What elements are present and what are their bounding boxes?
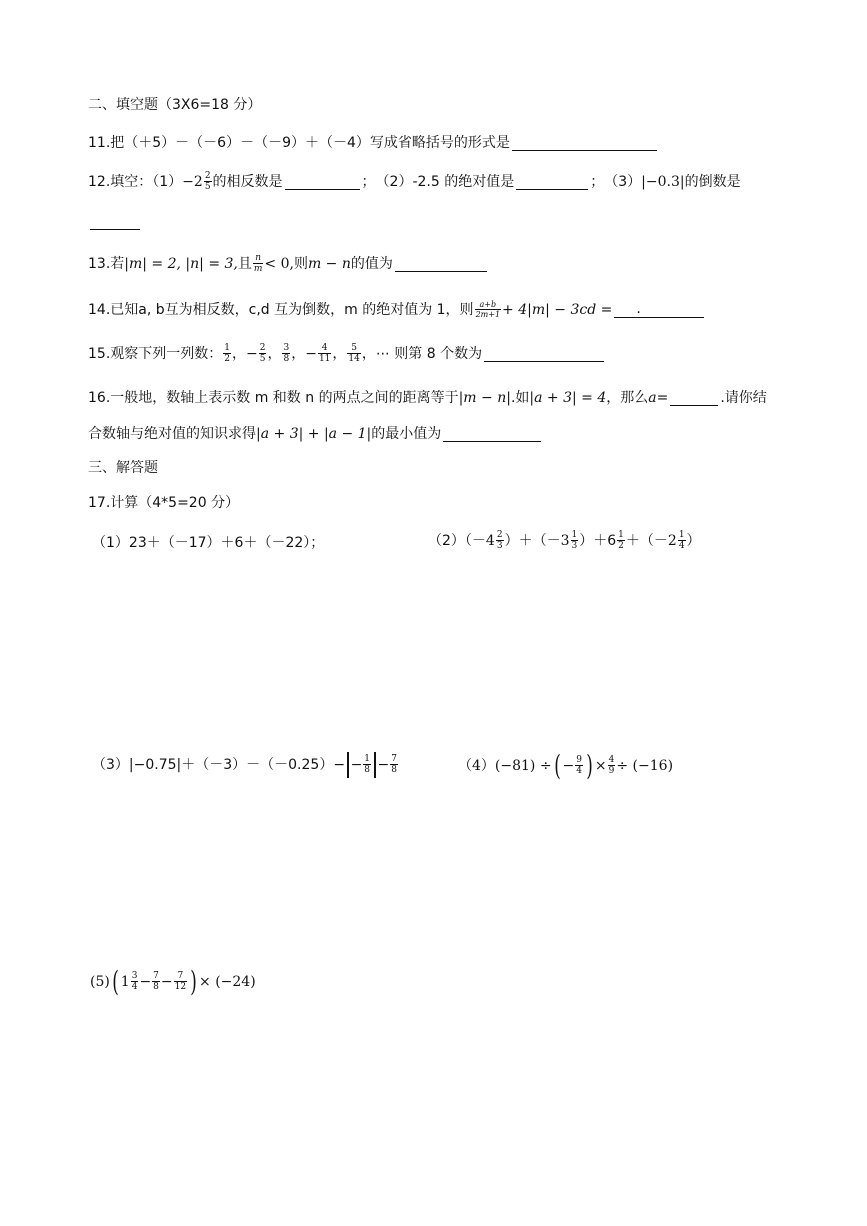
fraction-numerator: 2	[496, 530, 503, 540]
problem-17-3-expr: （3）|−0.75|＋（－3）－（－0.25）−	[92, 757, 346, 773]
fraction-denominator: 3	[496, 541, 503, 551]
question-11	[88, 133, 659, 153]
fraction-denominator: 4	[678, 541, 685, 551]
math-expr: × (−24)	[199, 974, 256, 990]
paren-left: (	[553, 749, 561, 782]
math-operator: =	[656, 390, 669, 406]
question-12-lead: 12.填空：（1）	[88, 174, 183, 190]
fraction	[204, 172, 212, 192]
fraction	[608, 756, 616, 776]
question-16-text: ，那么	[606, 390, 649, 406]
fraction-denominator: 2	[618, 541, 624, 551]
math-expr: ÷ (−16)	[616, 758, 674, 774]
math-expr: |−0.3|	[641, 174, 685, 190]
section-3-title	[88, 458, 158, 478]
math-expr: + 4|m| − 3cd =	[502, 302, 613, 318]
fraction	[131, 972, 139, 992]
term-sign: −	[246, 346, 258, 362]
answer-blank[interactable]	[484, 346, 604, 362]
fraction-numerator: 5	[351, 343, 357, 353]
math-expr: |m − n|	[458, 390, 511, 406]
mixed-number-whole: 1	[120, 974, 130, 990]
fraction-denominator: 14	[348, 354, 360, 364]
fraction-denominator: 3	[571, 541, 578, 551]
answer-blank[interactable]	[670, 390, 718, 406]
separator: ；	[590, 174, 605, 190]
fraction-numerator: n	[255, 253, 262, 263]
separator: ；	[361, 174, 376, 190]
math-expr: −2	[182, 174, 203, 190]
fraction-denominator: m	[253, 264, 263, 274]
question-11-text: 11.把（＋5）－（－6）－（－9）＋（－4）写成省略括号的形式是	[88, 135, 510, 151]
question-16-line-1	[88, 388, 767, 408]
question-16-text: .请你结	[720, 390, 767, 406]
fraction-denominator: 8	[153, 982, 159, 992]
question-12-part3-lead: （3）	[604, 174, 642, 190]
question-16-line-2	[88, 424, 543, 444]
fraction-denominator: 2	[224, 354, 230, 364]
fraction-numerator: 7	[177, 971, 184, 981]
fraction-numerator: 7	[153, 971, 159, 981]
section-3-title-text: 三、解答题	[88, 460, 158, 476]
question-13-text: 则	[293, 256, 308, 272]
fraction	[282, 344, 290, 364]
fraction	[571, 531, 579, 551]
answer-blank[interactable]	[395, 256, 487, 272]
math-expr: |a + 3| = 4	[529, 390, 607, 406]
math-operator: ＋（	[625, 533, 654, 549]
fraction-denominator: 8	[283, 354, 290, 364]
answer-blank[interactable]	[285, 174, 360, 190]
fraction	[259, 344, 267, 364]
fraction	[575, 756, 583, 776]
math-expr: m − n	[307, 256, 351, 272]
separator: ，	[361, 346, 376, 362]
fraction-numerator: 3	[283, 343, 290, 353]
fraction-numerator: 2	[204, 171, 211, 181]
fraction-denominator: 5	[204, 182, 211, 192]
fraction-numerator: 4	[608, 755, 615, 765]
math-expr: |a + 3| + |a − 1|	[256, 426, 372, 442]
abs-bar-right	[374, 752, 376, 778]
math-operator: −	[377, 757, 390, 773]
fraction-numerator: 9	[576, 755, 582, 765]
problem-17-3	[92, 752, 399, 778]
question-12	[88, 172, 741, 192]
fraction	[617, 531, 625, 551]
math-operator: ）	[686, 533, 701, 549]
section-2-title	[88, 95, 261, 115]
question-12-part2-text: （2）-2.5 的绝对值是	[375, 174, 515, 190]
problem-17-4	[458, 749, 674, 782]
separator: ，	[291, 346, 306, 362]
fraction	[318, 344, 331, 364]
fraction-numerator: 7	[391, 754, 397, 764]
fraction-denominator: 8	[364, 765, 371, 775]
fraction-numerator: 1	[571, 530, 578, 540]
answer-blank[interactable]	[614, 302, 704, 318]
fraction-denominator: 9	[608, 766, 615, 776]
problem-17-2	[428, 531, 701, 551]
question-14	[88, 300, 706, 320]
question-16-text: 的最小值为	[371, 426, 442, 442]
fraction-denominator: 4	[576, 766, 582, 776]
question-17-title-text: 17.计算（4*5=20 分）	[88, 495, 240, 511]
fraction	[174, 972, 187, 992]
fraction-numerator: 2	[259, 343, 266, 353]
fraction-denominator: 2m+1	[475, 310, 501, 319]
fraction	[496, 531, 504, 551]
mixed-number-whole: －4	[471, 533, 495, 549]
mixed-number-whole: －2	[653, 533, 677, 549]
fraction-numerator: a+b	[479, 300, 497, 309]
question-16-lead: 16.一般地，数轴上表示数 m 和数 n 的两点之间的距离等于	[88, 390, 459, 406]
question-15-text: ⋯ 则第 8 个数为	[375, 346, 483, 362]
separator: ，	[267, 346, 282, 362]
section-2-title-text: 二、填空题（3X6=18 分）	[88, 97, 262, 113]
fraction-numerator: 1	[618, 530, 624, 540]
math-operator: −	[350, 757, 363, 773]
question-14-lead: 14.已知a, b互为相反数，c,d 互为倒数，m 的绝对值为 1，则	[88, 302, 474, 318]
fraction-denominator: 11	[318, 354, 331, 364]
fraction-numerator: 1	[224, 343, 230, 353]
fraction	[253, 254, 264, 274]
answer-blank[interactable]	[90, 214, 140, 230]
fraction-numerator: 4	[321, 343, 328, 353]
fraction-numerator: 3	[131, 971, 138, 981]
fraction	[223, 344, 231, 364]
separator: ，	[332, 346, 347, 362]
fraction	[152, 972, 160, 992]
paren-right: )	[190, 965, 197, 998]
fraction	[678, 531, 686, 551]
problem-17-1	[92, 533, 324, 553]
question-12-part3-text: 的倒数是	[684, 174, 741, 190]
paren-left: (	[112, 965, 119, 998]
question-16-text: 合数轴与绝对值的知识求得	[88, 426, 256, 442]
math-variable: a	[648, 390, 657, 406]
problem-17-2-lead: （2）（	[428, 533, 472, 549]
question-16-text: .如	[510, 390, 530, 406]
math-operator: ）＋（	[504, 533, 547, 549]
fraction-denominator: 5	[259, 354, 266, 364]
problem-17-5-lead: (5)	[90, 974, 110, 990]
fraction	[475, 301, 501, 319]
math-operator: ×	[594, 758, 607, 774]
math-expr: |m| = 2, |n| = 3,	[124, 256, 238, 272]
fraction	[363, 755, 371, 775]
fraction-numerator: 1	[678, 530, 685, 540]
math-operator: −	[562, 758, 575, 774]
fraction	[347, 344, 360, 364]
question-13-text: 的值为	[350, 256, 393, 272]
question-17-title	[88, 493, 239, 513]
paren-right: )	[586, 749, 593, 782]
problem-17-4-lead: （4）(−81) ÷	[458, 758, 552, 774]
question-13	[88, 254, 489, 274]
math-operator: −	[139, 974, 152, 990]
fraction	[390, 755, 398, 775]
question-13-lead: 13.若	[88, 256, 125, 272]
question-12-continued	[88, 214, 142, 230]
fraction-denominator: 8	[391, 765, 397, 775]
math-operator: ）＋6	[579, 533, 617, 549]
problem-17-5	[90, 965, 256, 998]
math-expr: < 0,	[264, 256, 294, 272]
question-15-lead: 15.观察下列一列数：	[88, 346, 223, 362]
question-13-text: 且	[237, 256, 252, 272]
mixed-number-whole: －3	[546, 533, 570, 549]
fraction-denominator: 12	[174, 982, 187, 992]
abs-bar-left	[347, 752, 349, 778]
fraction-numerator: 1	[364, 754, 371, 764]
question-12-part1-text: 的相反数是	[212, 174, 283, 190]
blank-mark: .	[636, 301, 641, 317]
separator: ，	[232, 346, 246, 362]
problem-17-1-expr: （1）23＋（－17）＋6＋（－22）；	[92, 535, 325, 551]
term-sign: −	[305, 346, 317, 362]
answer-blank[interactable]	[443, 426, 541, 442]
math-operator: −	[160, 974, 173, 990]
answer-blank[interactable]	[516, 174, 588, 190]
answer-blank[interactable]	[512, 135, 657, 151]
question-15	[88, 344, 606, 364]
fraction-denominator: 4	[131, 982, 138, 992]
